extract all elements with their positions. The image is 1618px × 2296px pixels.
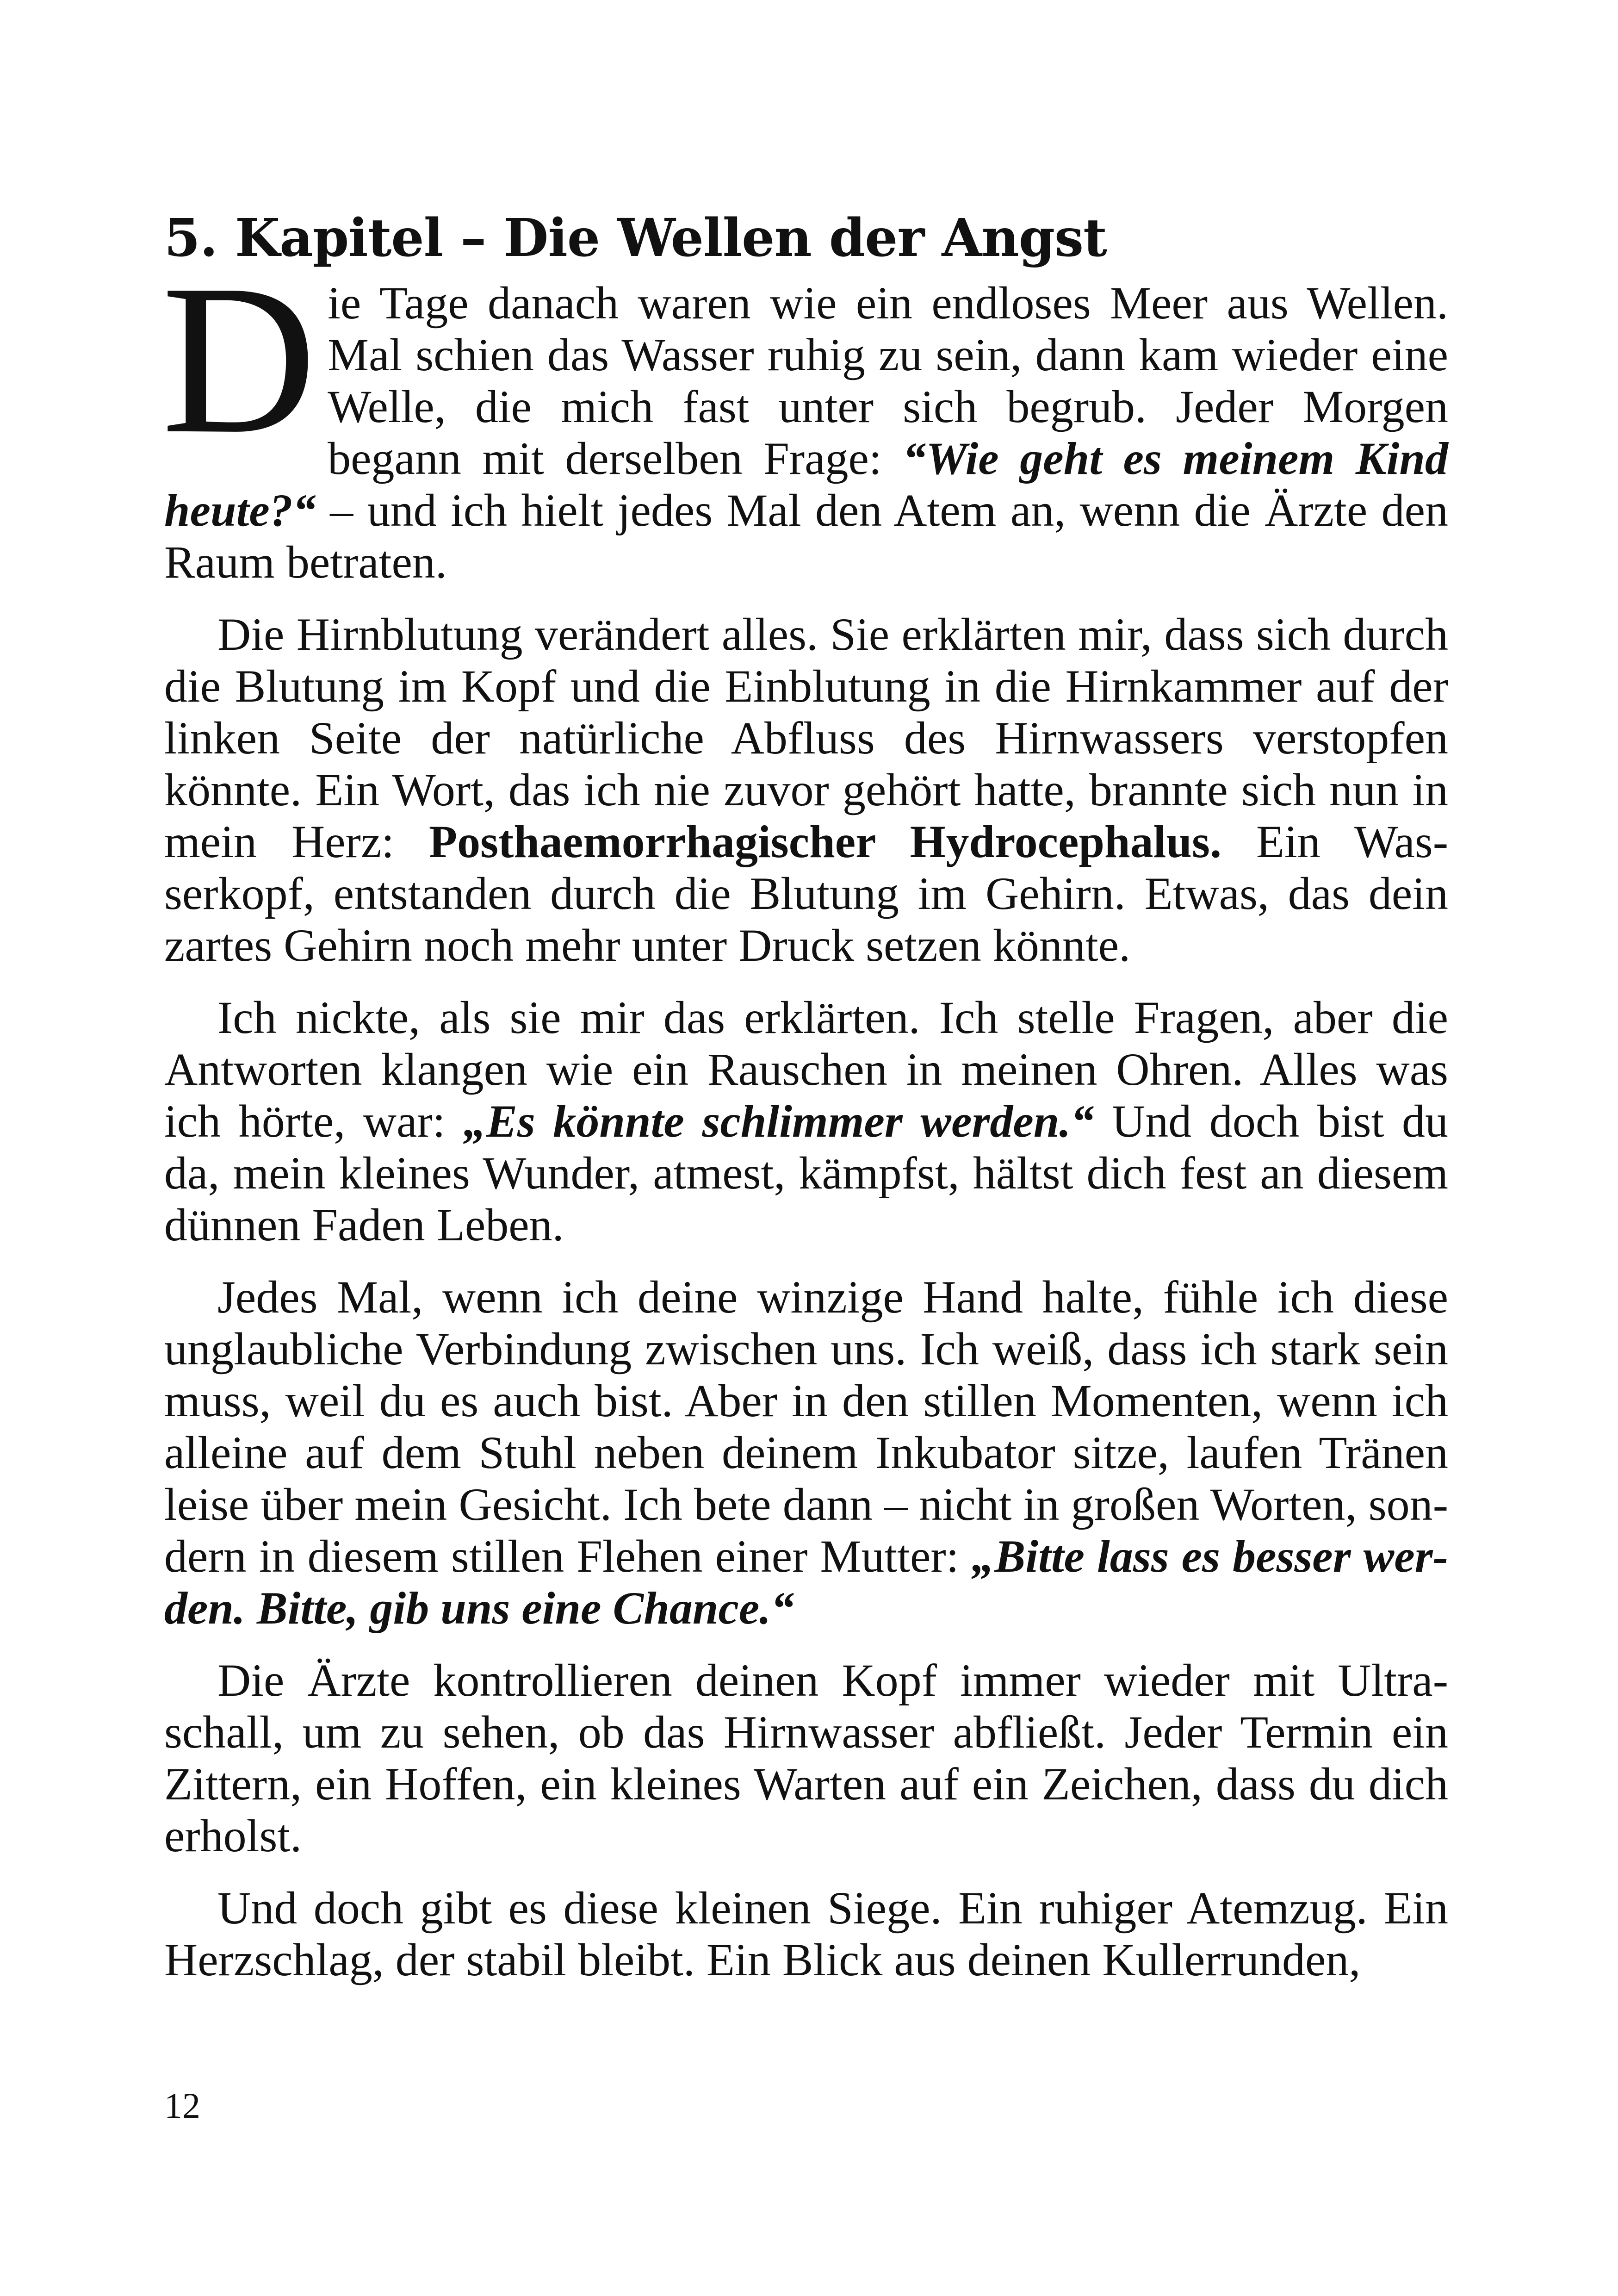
paragraph-5: Die Ärzte kontrollieren deinen Kopf immer wieder mit Ultraschall, um zu sehen, ob das Hirnwasser abfließt. Jeder Termin ein Zittern, ein Hoffen, ein kleines Warten auf ein Zeichen, dass du dich erholst. bbox=[164, 1655, 1448, 1861]
paragraph-2-text-a: Die Hirnblutung verändert alles. Sie erklärten mir, dass sich durch die Blutung im Kopf und die Einblutung in die Hirnkammer auf der linken Seite der natürliche Abfluss des Hirnwassers verstopfen könnte. Ein Wort, das ich nie zuvor gehört hatte, brannte sich nun in mein Herz: bbox=[164, 609, 1448, 867]
paragraph-2-term: Posthaemorrhagischer Hydrocephalus. bbox=[429, 816, 1221, 867]
paragraph-4-quote: „Bitte lass es besser werden. Bitte, gib uns eine Chance.“ bbox=[164, 1531, 1448, 1634]
paragraph-3-text-a: Ich nickte, als sie mir das erklärten. Ich stelle Fragen, aber die Antworten klangen wie ein Rauschen in meinen Ohren. Alles was ich hörte, war: bbox=[164, 992, 1448, 1147]
paragraph-1 bbox=[161, 241, 1448, 588]
paragraph-3 bbox=[164, 992, 1448, 1251]
paragraph-3-text-b: Und doch bist du da, mein kleines Wunder, atmest, kämpfst, hältst dich fest an diesem dünnen Faden Leben. bbox=[164, 1095, 1448, 1251]
paragraph-2-text-b: Ein Wasserkopf, entstanden durch die Blutung im Gehirn. Etwas, das dein zartes Gehirn noch mehr unter Druck setzen könnte. bbox=[164, 816, 1448, 971]
paragraph-4-text-a: Jedes Mal, wenn ich deine winzige Hand halte, fühle ich diese unglaubliche Verbindung zwischen uns. Ich weiß, dass ich stark sein muss, weil du es auch bist. Aber in den stillen Momenten, wenn ich alleine auf dem Stuhl neben deinem Inkubator sitze, laufen Tränen leise über mein Gesicht. Ich bete dann – nicht in großen Worten, sondern in diesem stillen Flehen einer Mutter: bbox=[164, 1271, 1448, 1582]
page-number: 12 bbox=[164, 2085, 200, 2126]
drop-cap: D bbox=[161, 241, 317, 478]
paragraph-2 bbox=[164, 609, 1448, 971]
paragraph-1-quote: “Wie geht es meinem Kind heute?“ bbox=[164, 433, 1448, 536]
paragraph-1-text-a: ie Tage danach waren wie ein endloses Meer aus Wellen. Mal schien das Wasser ruhig zu sein, dann kam wieder eine Welle, die mich fast unter sich begrub. Jeder Morgen begann mit derselben Frage: bbox=[328, 277, 1448, 484]
paragraph-1-text-b: – und ich hielt jedes Mal den Atem an, wenn die Ärzte den Raum betraten. bbox=[164, 485, 1448, 588]
paragraph-4 bbox=[164, 1271, 1448, 1634]
chapter-title: 5. Kapitel – Die Wellen der Angst bbox=[164, 208, 1107, 268]
paragraph-6: Und doch gibt es diese kleinen Siege. Ein ruhiger Atemzug. Ein Herzschlag, der stabil bleibt. Ein Blick aus deinen Kullerrunden, bbox=[164, 1882, 1448, 1985]
paragraph-3-quote: „Es könnte schlimmer werden.“ bbox=[463, 1095, 1094, 1147]
page-body bbox=[161, 206, 1448, 1986]
